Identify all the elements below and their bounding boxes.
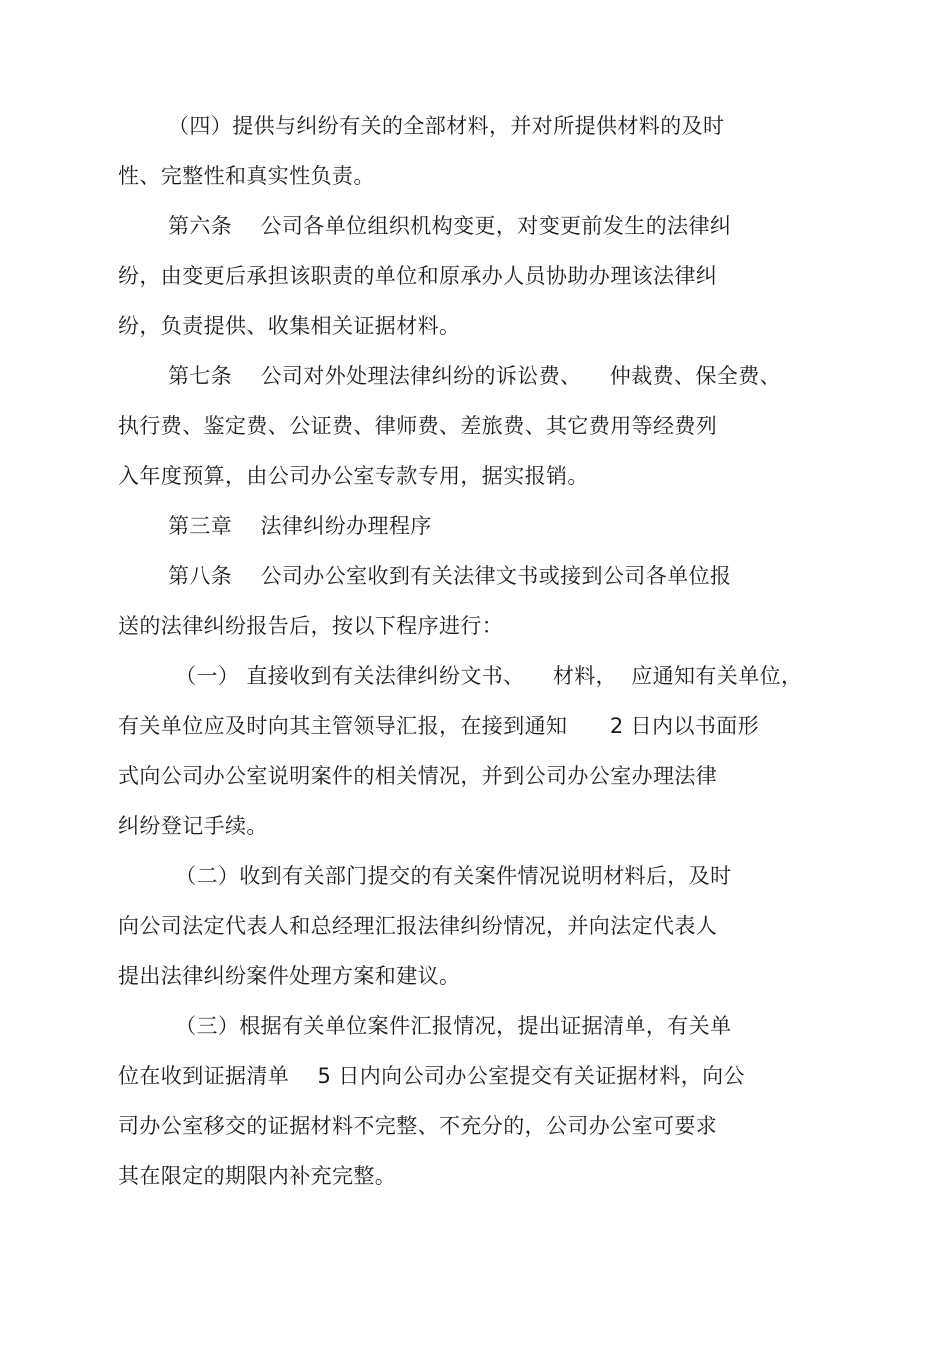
article-eight-line-2: 送的法律纠纷报告后，按以下程序进行：: [118, 614, 504, 638]
item-two-line-1: （二）收到有关部门提交的有关案件情况说明材料后，及时: [168, 864, 732, 888]
item-one-line-3: 式向公司办公室说明案件的相关情况，并到公司办公室办理法律: [118, 764, 718, 788]
item-two-line-2: 向公司法定代表人和总经理汇报法律纠纷情况，并向法定代表人: [118, 914, 718, 938]
item-three-line-2: 位在收到证据清单 5 日内向公司办公室提交有关证据材料，向公: [118, 1064, 745, 1088]
article-six-line-1: 第六条 公司各单位组织机构变更，对变更前发生的法律纠: [168, 214, 732, 238]
item-three-line-3: 司办公室移交的证据材料不完整、不充分的，公司办公室可要求: [118, 1114, 718, 1138]
item-three-line-1: （三）根据有关单位案件汇报情况，提出证据清单，有关单: [168, 1014, 732, 1038]
article-seven-line-3: 入年度预算，由公司办公室专款专用，据实报销。: [118, 464, 589, 488]
item-four-line-2: 性、完整性和真实性负责。: [118, 164, 375, 188]
article-six-line-2: 纷，由变更后承担该职责的单位和原承办人员协助办理该法律纠: [118, 264, 718, 288]
article-six-line-3: 纷，负责提供、收集相关证据材料。: [118, 314, 461, 338]
chapter-three-heading: 第三章 法律纠纷办理程序: [168, 514, 432, 538]
item-four-line-1: （四）提供与纠纷有关的全部材料，并对所提供材料的及时: [168, 114, 725, 138]
article-eight-line-1: 第八条 公司办公室收到有关法律文书或接到公司各单位报: [168, 564, 732, 588]
item-one-line-4: 纠纷登记手续。: [118, 814, 268, 838]
item-one-line-2: 有关单位应及时向其主管领导汇报，在接到通知 2 日内以书面形: [118, 714, 760, 738]
item-three-line-4: 其在限定的期限内补充完整。: [118, 1164, 397, 1188]
article-seven-line-1: 第七条 公司对外处理法律纠纷的诉讼费、 仲裁费、保全费、: [168, 364, 781, 388]
item-two-line-3: 提出法律纠纷案件处理方案和建议。: [118, 964, 461, 988]
item-one-line-1: （一） 直接收到有关法律纠纷文书、 材料， 应通知有关单位，: [168, 664, 803, 688]
article-seven-line-2: 执行费、鉴定费、公证费、律师费、差旅费、其它费用等经费列: [118, 414, 718, 438]
